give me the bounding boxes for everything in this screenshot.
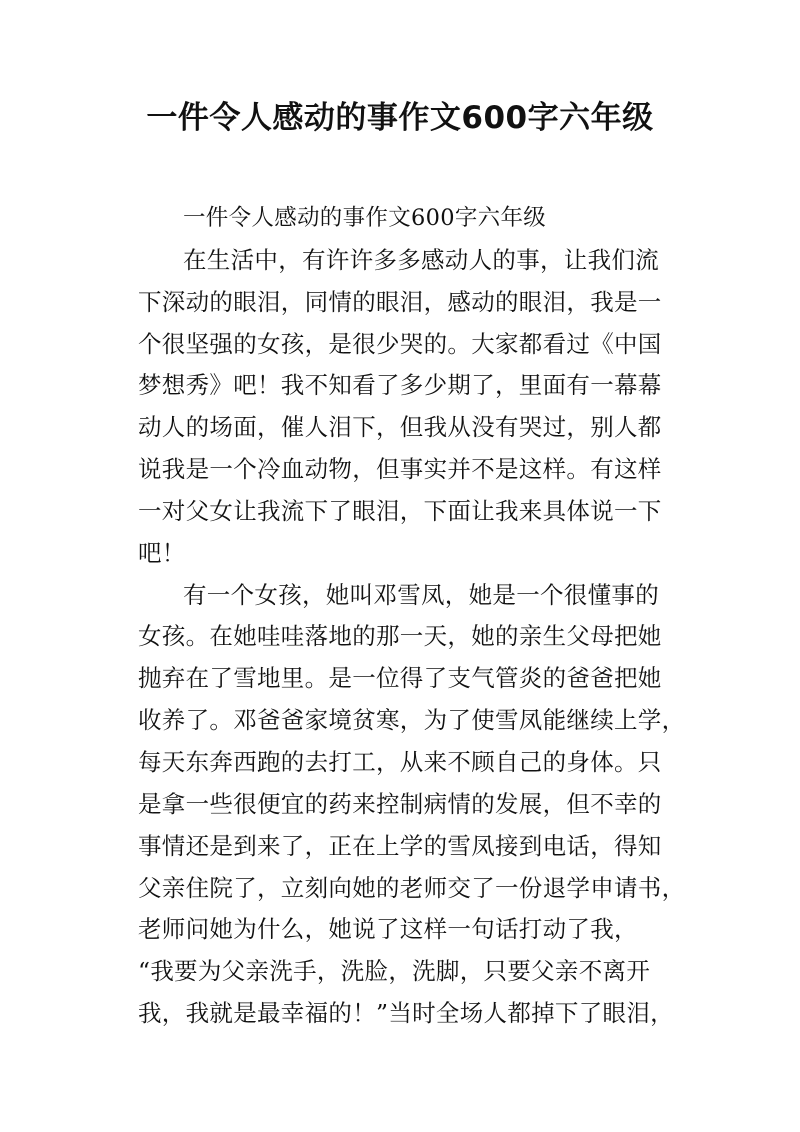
text-line: 下深动的眼泪，同情的眼泪，感动的眼泪，我是一 xyxy=(138,287,662,316)
text-line: 说我是一个冷血动物，但事实并不是这样。有这样 xyxy=(138,455,662,484)
text-line: “我要为父亲洗手，洗脸，洗脚，只要父亲不离开 xyxy=(138,957,651,986)
text-line: 是拿一些很便宜的药来控制病情的发展，但不幸的 xyxy=(138,789,662,818)
text-line: 个很坚强的女孩，是很少哭的。大家都看过《中国 xyxy=(138,329,662,358)
article-subtitle: 一件令人感动的事作文600字六年级 xyxy=(183,205,547,231)
text-line: 有一个女孩，她叫邓雪凤，她是一个很懂事的 xyxy=(183,580,659,609)
page-title: 一件令人感动的事作文600字六年级 xyxy=(146,100,654,136)
text-line: 父亲住院了，立刻向她的老师交了一份退学申请书， xyxy=(138,873,686,902)
text-line: 收养了。邓爸爸家境贫寒，为了使雪凤能继续上学， xyxy=(138,706,686,735)
text-line: 动人的场面，催人泪下，但我从没有哭过，别人都 xyxy=(138,413,662,442)
text-line: 每天东奔西跑的去打工，从来不顾自己的身体。只 xyxy=(138,747,662,776)
text-line: 在生活中，有许许多多感动人的事，让我们流 xyxy=(183,245,659,274)
text-line: 我，我就是最幸福的！”当时全场人都掉下了眼泪， xyxy=(138,999,674,1028)
text-line: 吧！ xyxy=(138,538,186,567)
text-line: 老师问她为什么，她说了这样一句话打动了我， xyxy=(138,915,638,944)
text-line: 女孩。在她哇哇落地的那一天，她的亲生父母把她 xyxy=(138,622,662,651)
text-line: 一对父女让我流下了眼泪，下面让我来具体说一下 xyxy=(138,496,662,525)
text-line: 梦想秀》吧！我不知看了多少期了，里面有一幕幕 xyxy=(138,371,662,400)
text-line: 事情还是到来了，正在上学的雪凤接到电话，得知 xyxy=(138,831,662,860)
text-line: 抛弃在了雪地里。是一位得了支气管炎的爸爸把她 xyxy=(138,664,662,693)
article-body xyxy=(138,198,686,1035)
